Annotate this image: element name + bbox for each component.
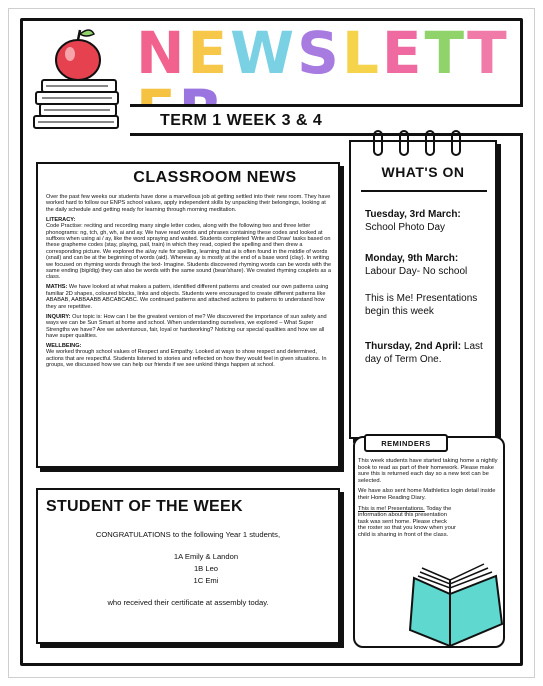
event-text: School Photo Day (365, 222, 446, 233)
classroom-news-body (46, 194, 334, 372)
wellbeing-text: We worked through school values of Respect and Empathy. Looked at ways to show respect and determined, actions that are respectful. Students listened to stories and reflected on how they would feel in given situations. In groups, we discussed how we can help our friends if we see unkind things happen at school. (46, 349, 327, 369)
event-item (365, 208, 495, 234)
student-of-week-heading: STUDENT OF THE WEEK (46, 498, 243, 515)
event-text: Last day of Term One. (365, 341, 483, 365)
inquiry-heading: INQUIRY: (46, 313, 71, 320)
reminder-text: This week students have started taking home a nightly book to read as part of their homework. Please make sure this is returned each day so a new text can be selected. (358, 458, 498, 484)
term-banner (130, 104, 523, 136)
reminders-body (358, 458, 504, 543)
congrats-text: CONGRATULATIONS to the following Year 1 students, (95, 530, 281, 539)
student-of-week-panel (36, 488, 340, 644)
event-date: Monday, 9th March: (365, 253, 459, 264)
binder-ring-icon (399, 130, 409, 156)
maths-text: We have looked at what makes a pattern, identified different patterns and created our own patterns using familiar 2D shapes, coloured blocks, links and objects. Students were encouraged to create different patterns like ABABAB, AABBAABB ABCABCABC. We continued patterns and attached actions to patterns to understand how they are repetitive. (46, 284, 329, 310)
event-date: Tuesday, 3rd March: (365, 209, 461, 220)
maths-heading: MATHS: (46, 284, 68, 291)
whats-on-heading: WHAT'S ON (381, 164, 465, 180)
title-letter: N (136, 19, 188, 87)
classroom-news-heading: CLASSROOM NEWS (133, 169, 297, 186)
classroom-news-panel (36, 162, 340, 468)
reminder-text (358, 506, 456, 539)
title-letter: L (341, 19, 382, 87)
title-letter: E (381, 19, 425, 87)
title-letter: S (297, 19, 342, 87)
student-name: 1C Emi (193, 576, 219, 585)
binder-ring-icon (451, 130, 461, 156)
student-name: 1A Emily & Landon (173, 552, 239, 561)
wellbeing-heading: WELLBEING: (46, 342, 82, 349)
term-week-label: TERM 1 WEEK 3 & 4 (160, 112, 323, 129)
reminders-label: REMINDERS (364, 434, 448, 452)
whats-on-panel (349, 140, 497, 439)
news-intro: Over the past few weeks our students have done a marvellous job at getting settled into their new room. They have worked hard to follow our ENPS school values, apply independent skills by unpacking their belongings, looking at the daily schedule and getting ready for learning through morning meditation. (46, 194, 331, 213)
student-name: 1B Leo (193, 564, 219, 573)
literacy-text: Code Practise: reciting and recording many single letter codes, along with the following two and three letter phonograms: ng, tch, gh, wh, ai and ay. We have read words and phrases containing these codes and looked at suffixes when using ai / ay, like the word spraying and waited. Students completed 'Write and Draw' tasks based on these grapheme codes (stay, playing, pail, train) in which they read, copied the spelling and then drew a corresponding picture. We explored the ai/ay rule for spelling, learning that ai is often found in the middle of words (snail) and can be at the beginning of words (aid). Whereas ay is mostly at the end of a base word (clay). In writing we focused on rhyming words through the text- Imagine. Students discovered rhyming words can be words with the same ending (big/dig) they can also be words with the same sound (bear/share). We created rhyming couplets as a class. (46, 223, 332, 281)
event-item (365, 340, 495, 366)
event-item (365, 252, 495, 278)
reminder-text-rest: Today the information about this presentation task was sent home. Please check the roster so that you know when your child is sharing in front of the class. (358, 505, 456, 538)
event-text: Labour Day- No school (365, 266, 468, 277)
certificate-text: who received their certificate at assembly today. (107, 598, 269, 607)
event-text: This is Me! Presentations begin this week (365, 293, 478, 317)
literacy-heading: LITERACY: (46, 216, 76, 223)
binder-ring-icon (425, 130, 435, 156)
title-letter: T (467, 19, 510, 87)
books-apple-icon (28, 22, 128, 132)
inquiry-text: Our topic is: How can I be the greatest version of me? We discovered the importance of sun safety and ways we can be Sun Smart at home and school. When understanding ourselves, we explored – What Super Strengths we have? Are we adventurous, fair, loyal or hardworking? Noticing our special qualities and how we all have super qualities. (46, 313, 327, 339)
reminder-text: We have also sent home Mathletics login detail inside their Home Reading Diary. (358, 488, 496, 501)
open-book-icon (400, 558, 510, 648)
title-letter: W (230, 19, 298, 87)
event-date: Thursday, 2nd April: (365, 341, 462, 352)
title-letter: T (424, 19, 468, 87)
reminder-link: This is me! Presentations. (358, 505, 425, 512)
binder-ring-icon (373, 130, 383, 156)
event-item (365, 292, 495, 318)
title-letter: E (187, 19, 231, 87)
divider (361, 190, 487, 192)
